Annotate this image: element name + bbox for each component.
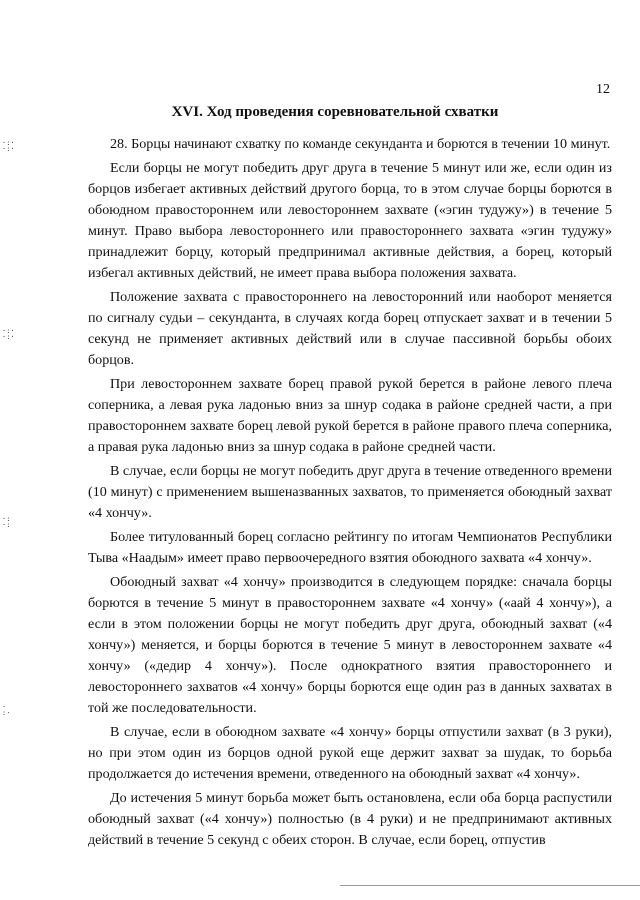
paragraph: При левостороннем захвате борец правой рукой берется в районе левого плеча соперника, а левая рука ладонью вниз за шнур содака в районе средней части, а при правостороннем захвате борец левой рукой берется в районе правого плеча соперника, а правая рука ладонью вниз за шнур содака в районе средней части. [88,376,612,455]
paragraph: Более титулованный борец согласно рейтингу по итогам Чемпионатов Республики Тыва «Наадым» имеет право первоочередного взятия обоюдного захвата «4 хончу». [88,529,612,566]
page-number: 12 [596,82,610,97]
scan-mark: · :· [2,703,11,717]
section-heading: XVI. Ход проведения соревновательной схватки [171,104,499,120]
scan-margin-marks [0,0,20,900]
body-text [88,134,612,854]
footer-divider [340,885,640,886]
scan-mark: ·:· ·:· [2,327,15,341]
paragraph: До истечения 5 минут борьба может быть остановлена, если оба борца распустили обоюдный захват («4 хончу») полностью (в 4 руки) и не предпринимают активных действий в течение 5 секунд с обеих сторон. В случае, если борец, отпустив [88,790,612,848]
paragraph: Если борцы не могут победить друг друга в течение 5 минут или же, если один из борцов избегает активных действий другого борца, то в этом случае борцы борются в обоюдном правостороннем или левостороннем захвате («эгин тудужу») в течение 5 минут. Право выбора левостороннего или правостороннего захвата «эгин тудужу» принадлежит борцу, который предпринимал активные действия, а борец, который избегал активных действий, не имеет права выбора положения захвата. [88,160,612,281]
paragraph: Обоюдный захват «4 хончу» производится в следующем порядке: сначала борцы борются в течение 5 минут в правостороннем захвате «4 хончу» («аай 4 хончу»), а если в этом положении борцы не могут победить друг друга, обоюдный захват («4 хончу») меняется, и борцы борются в течение 5 минут в левостороннем захвате «4 хончу» («дедир 4 хончу»). После однократного взятия правостороннего и левостороннего захватов «4 хончу» борцы борются еще один раз в данных захватах в той же последовательности. [88,574,612,716]
paragraph: Положение захвата с правостороннего на левосторонний или наоборот меняется по сигналу судьи – секунданта, в случаях когда борец отпускает захват и в течении 5 секунд не применяет активных действий или в случае пассивной борьбы обоих борцов. [88,289,612,368]
scan-mark: ·:· ·:· [2,139,15,153]
paragraph: В случае, если в обоюдном захвате «4 хончу» борцы отпустили захват (в 3 руки), но при этом один из борцов одной рукой еще держит захват за шудак, то борьба продолжается до истечения времени, отведенного на обоюдный захват «4 хончу». [88,724,612,782]
paragraph: В случае, если борцы не могут победить друг друга в течение отведенного времени (10 минут) с применением вышеназванных захватов, то применяется обоюдный захват «4 хончу». [88,463,612,521]
scan-mark: ·: ·: [2,515,11,529]
paragraph: 28. Борцы начинают схватку по команде секунданта и борются в течении 10 минут. [110,136,611,152]
